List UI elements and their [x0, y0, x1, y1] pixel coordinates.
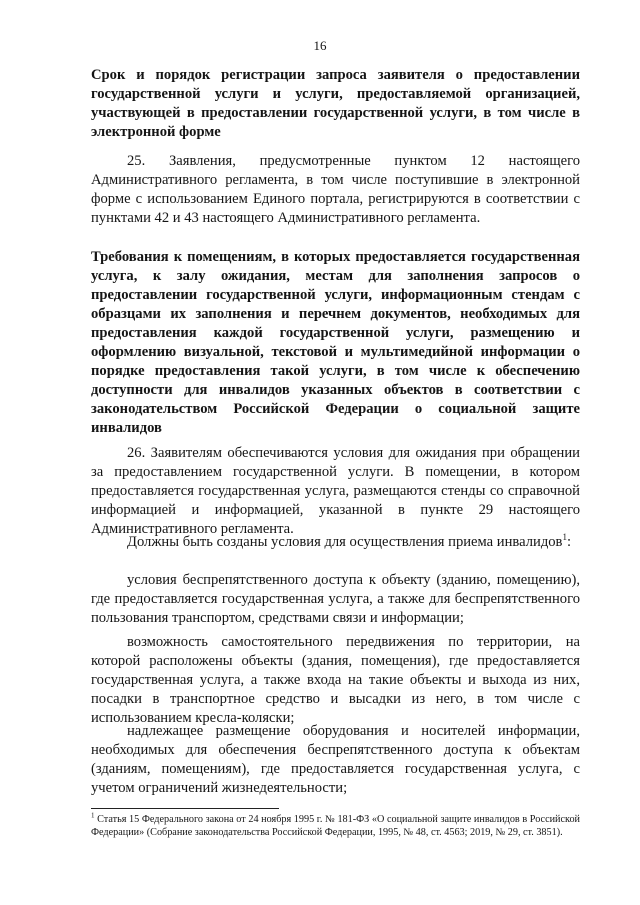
paragraph-25: 25. Заявления, предусмотренные пунктом 12 настоящего Административного регламента, в том числе поступившие в электронной форме с использованием Единого портала, регистрируются в соответствии с пунктами 42 и 43 настоящего Административного регламента.: [91, 153, 580, 226]
paragraph-condition-equipment: надлежащее размещение оборудования и носителей информации, необходимых для обеспечения беспрепятственного доступа к объектам (зданиям, помещениям), где предоставляется государственная услуга, с учетом ограничений жизнедеятельности;: [91, 723, 580, 796]
footnote-separator: [91, 808, 279, 809]
page-number: 16: [313, 38, 327, 53]
section-heading-registration: Срок и порядок регистрации запроса заявителя о предоставлении государственной услуги и услуги, предоставляемой организацией, участвующей в предоставлении государственной услуги, в том числе в электронной форме: [91, 67, 580, 140]
paragraph-condition-movement: возможность самостоятельного передвижения по территории, на которой расположены объекты (здания, помещения), где предоставляется государственная услуга, а также входа на такие объекты и выхода из них, посадки в транспортное средство и высадки из него, в том числе с использованием кресла-коляски;: [91, 634, 580, 726]
paragraph-conditions-lead: Должны быть созданы условия для осуществления приема инвалидов$^1$:: [127, 532, 571, 550]
footnote-number: 1: [91, 811, 95, 820]
paragraph-26: 26. Заявителям обеспечиваются условия для ожидания при обращении за предоставлением государственной услуги. В помещении, в котором предоставляется государственная услуга, размещаются стенды со справочной информацией и информацией, указанной в пункте 29 настоящего Административного регламента.: [91, 445, 580, 537]
conditions-lead-text: Должны быть созданы условия для осуществления приема инвалидов: [127, 534, 563, 550]
footnote: [91, 813, 580, 839]
paragraph-condition-access: условия беспрепятственного доступа к объекту (зданию, помещению), где предоставляется государственная услуга, а также для беспрепятственного пользования транспортом, средствами связи и информации;: [91, 572, 580, 626]
footnote-text: Статья 15 Федерального закона от 24 ноября 1995 г. № 181-ФЗ «О социальной защите инвалидов в Российской Федерации» (Собрание законодательства Российской Федерации, 1995, № 48, ст. 4563; 2019, № 29, ст. 3851).: [91, 814, 581, 838]
section-heading-premises: Требования к помещениям, в которых предоставляется государственная услуга, к залу ожидания, местам для заполнения запросов о предоставлении государственной услуги, информационным стендам с образцами их заполнения и перечнем документов, необходимых для предоставления каждой государственной услуги, размещению и оформлению визуальной, текстовой и мультимедийной информации о порядке предоставления такой услуги, в том числе к обеспечению доступности для инвалидов указанных объектов в соответствии с законодательством Российской Федерации о социальной защите инвалидов: [91, 249, 580, 436]
footnote-reference: 1: [562, 532, 567, 543]
